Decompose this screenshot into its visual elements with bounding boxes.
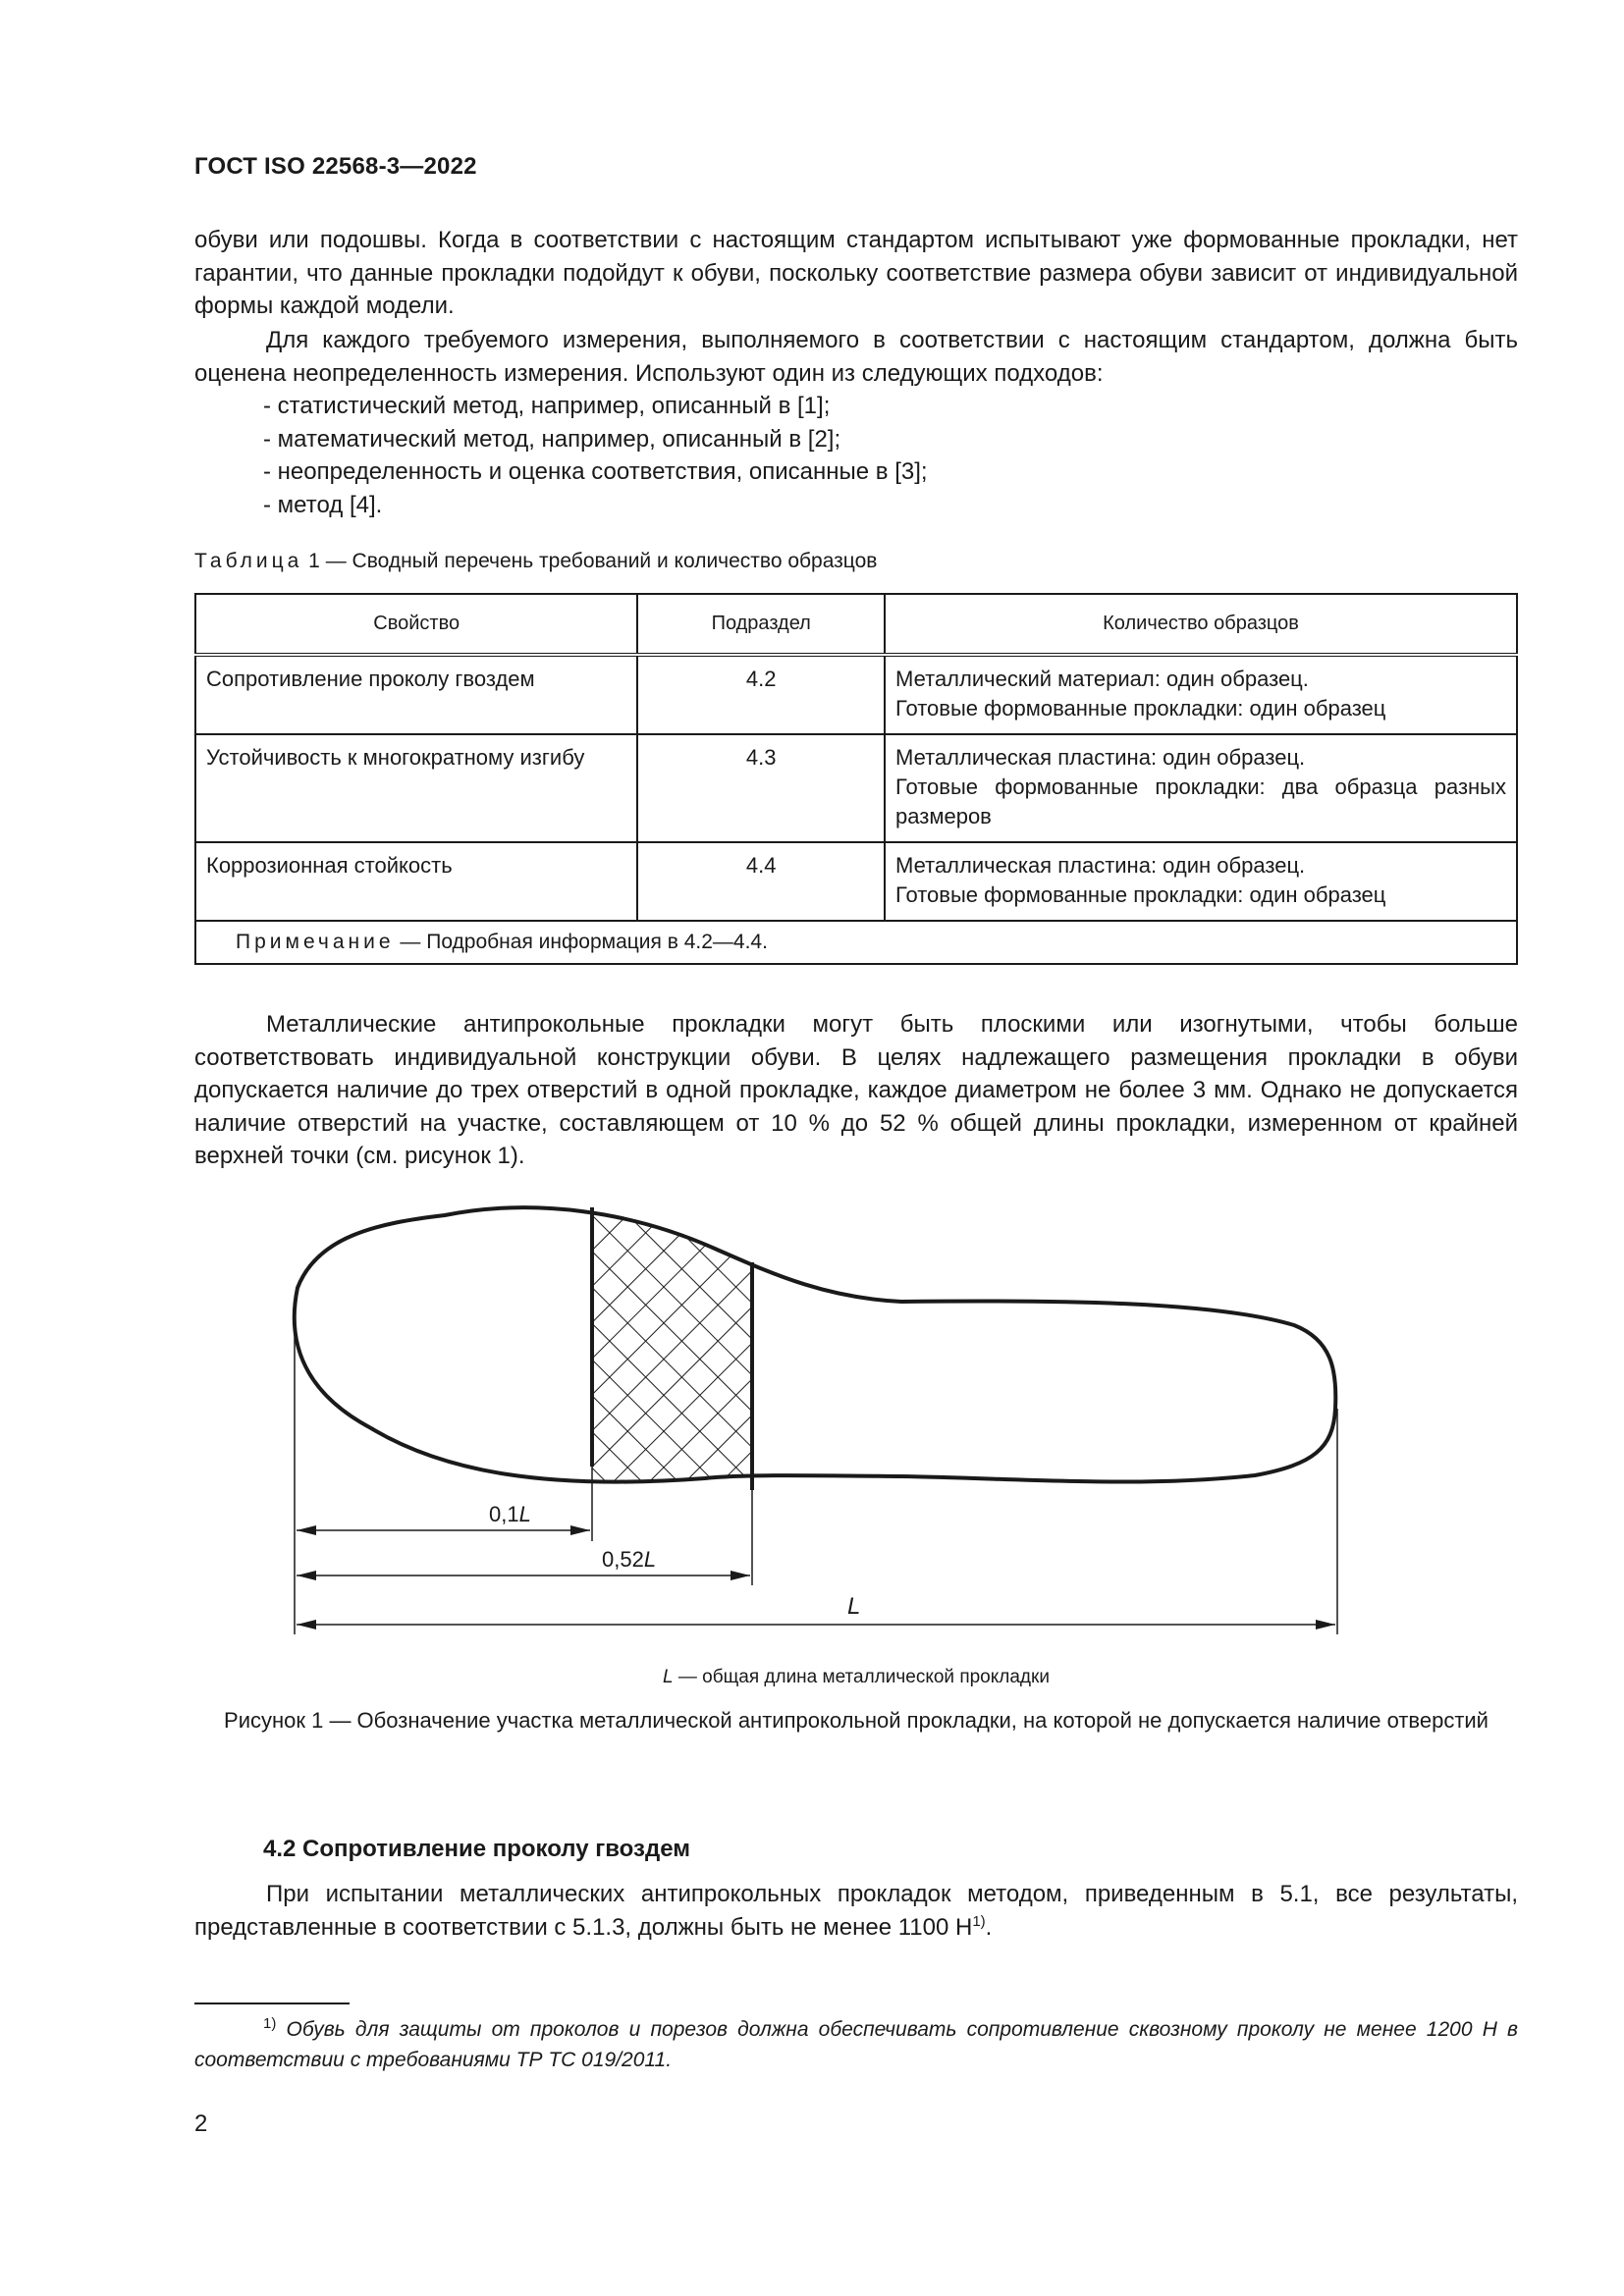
cell-section: 4.4	[637, 842, 885, 921]
cell-section: 4.2	[637, 655, 885, 734]
sample-line: Готовые формованные прокладки: два образца разных размеров	[895, 774, 1506, 828]
document-header: ГОСТ ISO 22568-3—2022	[194, 153, 477, 180]
note-label: Примечание	[236, 931, 395, 953]
cell-section: 4.3	[637, 734, 885, 842]
approach-list	[263, 390, 1510, 521]
section-title: 4.2 Сопротивление проколу гвоздем	[263, 1836, 690, 1862]
insole-figure	[194, 1178, 1518, 1649]
list-item: - метод [4].	[263, 489, 1510, 522]
dimension-label-052: 0,52L	[602, 1547, 657, 1572]
cell-samples	[885, 734, 1517, 842]
dimension-label-01: 0,1L	[489, 1502, 531, 1526]
list-item: - статистический метод, например, описанный в [1];	[263, 390, 1510, 423]
cell-property: Коррозионная стойкость	[195, 842, 637, 921]
sample-line: Готовые формованные прокладки: один образец	[895, 882, 1386, 907]
cell-property: Устойчивость к многократному изгибу	[195, 734, 637, 842]
section-paragraph	[194, 1878, 1518, 1944]
footnote-text: Обувь для защиты от проколов и порезов должна обеспечивать сопротивление сквозному проколу не менее 1200 Н в соответствии с требованиями ТР ТС 019/2011.	[194, 2018, 1518, 2071]
table-header-row	[195, 594, 1517, 655]
list-item: - математический метод, например, описанный в [2];	[263, 423, 1510, 456]
arrow-icon	[570, 1525, 590, 1535]
sample-line: Металлический материал: один образец.	[895, 667, 1309, 691]
cell-samples	[885, 655, 1517, 734]
table-row	[195, 842, 1517, 921]
dimension-label-L: L	[847, 1593, 861, 1620]
section-text: При испытании металлических антипрокольных прокладок методом, приведенным в 5.1, все результаты, представленные в соответствии с 5.1.3, должны быть не менее 1100 Н	[194, 1881, 1518, 1941]
section-text-end: .	[985, 1913, 993, 1941]
table-caption	[194, 550, 877, 573]
footnote-reference[interactable]: 1)	[972, 1912, 986, 1930]
sample-line: Металлическая пластина: один образец.	[895, 745, 1306, 770]
intro-paragraph-2: Для каждого требуемого измерения, выполняемого в соответствии с настоящим стандартом, должна быть оценена неопределенность измерения. Используют один из следующих подходов:	[194, 327, 1518, 387]
table-row	[195, 734, 1517, 842]
header-property: Свойство	[195, 594, 637, 655]
arrow-icon	[297, 1525, 316, 1535]
requirements-table	[194, 593, 1518, 965]
table-caption-label: Таблица	[194, 550, 303, 572]
body-paragraph-3: Металлические антипрокольные прокладки могут быть плоскими или изогнутыми, чтобы больше соответствовать индивидуальной конструкции обуви. В целях надлежащего размещения прокладки в обуви допускается наличие до трех отверстий в одной прокладке, каждое диаметром не более 3 мм. Однако не допускается наличие отверстий на участке, составляющем от 10 % до 52 % общей длины прокладки, измеренном от крайней верхней точки (см. рисунок 1).	[194, 1011, 1518, 1169]
header-samples: Количество образцов	[885, 594, 1517, 655]
arrow-icon	[731, 1571, 750, 1580]
arrow-icon	[1316, 1620, 1335, 1629]
footnote-separator	[194, 2002, 350, 2004]
figure-caption: Рисунок 1 — Обозначение участка металлической антипрокольной прокладки, на которой не допускается наличие отверстий	[224, 1708, 1489, 1733]
insole-outline	[295, 1207, 1336, 1481]
cell-property: Сопротивление проколу гвоздем	[195, 655, 637, 734]
footnote-mark: 1)	[263, 2015, 277, 2032]
figure-legend	[194, 1667, 1518, 1688]
legend-text: — общая длина металлической прокладки	[673, 1667, 1050, 1687]
cell-samples	[885, 842, 1517, 921]
sample-line: Готовые формованные прокладки: один образец	[895, 696, 1386, 721]
note-text: — Подробная информация в 4.2—4.4.	[394, 931, 768, 953]
arrow-icon	[297, 1620, 316, 1629]
header-section: Подраздел	[637, 594, 885, 655]
table-caption-text: 1 — Сводный перечень требований и количество образцов	[302, 550, 878, 572]
arrow-icon	[297, 1571, 316, 1580]
forbidden-zone-hatch	[592, 1207, 752, 1492]
page-number: 2	[194, 2110, 208, 2137]
sample-line: Металлическая пластина: один образец.	[895, 853, 1306, 878]
list-item: - неопределенность и оценка соответствия, описанные в [3];	[263, 455, 1510, 489]
table-note-row	[195, 921, 1517, 964]
table-row	[195, 655, 1517, 734]
legend-variable: L	[663, 1667, 674, 1687]
table-note	[195, 921, 1517, 964]
intro-paragraph-1: обуви или подошвы. Когда в соответствии с настоящим стандартом испытывают уже формованные прокладки, нет гарантии, что данные прокладки подойдут к обуви, поскольку соответствие размера обуви зависит от индивидуальной формы каждой модели.	[194, 227, 1518, 319]
footnote	[194, 2014, 1518, 2075]
